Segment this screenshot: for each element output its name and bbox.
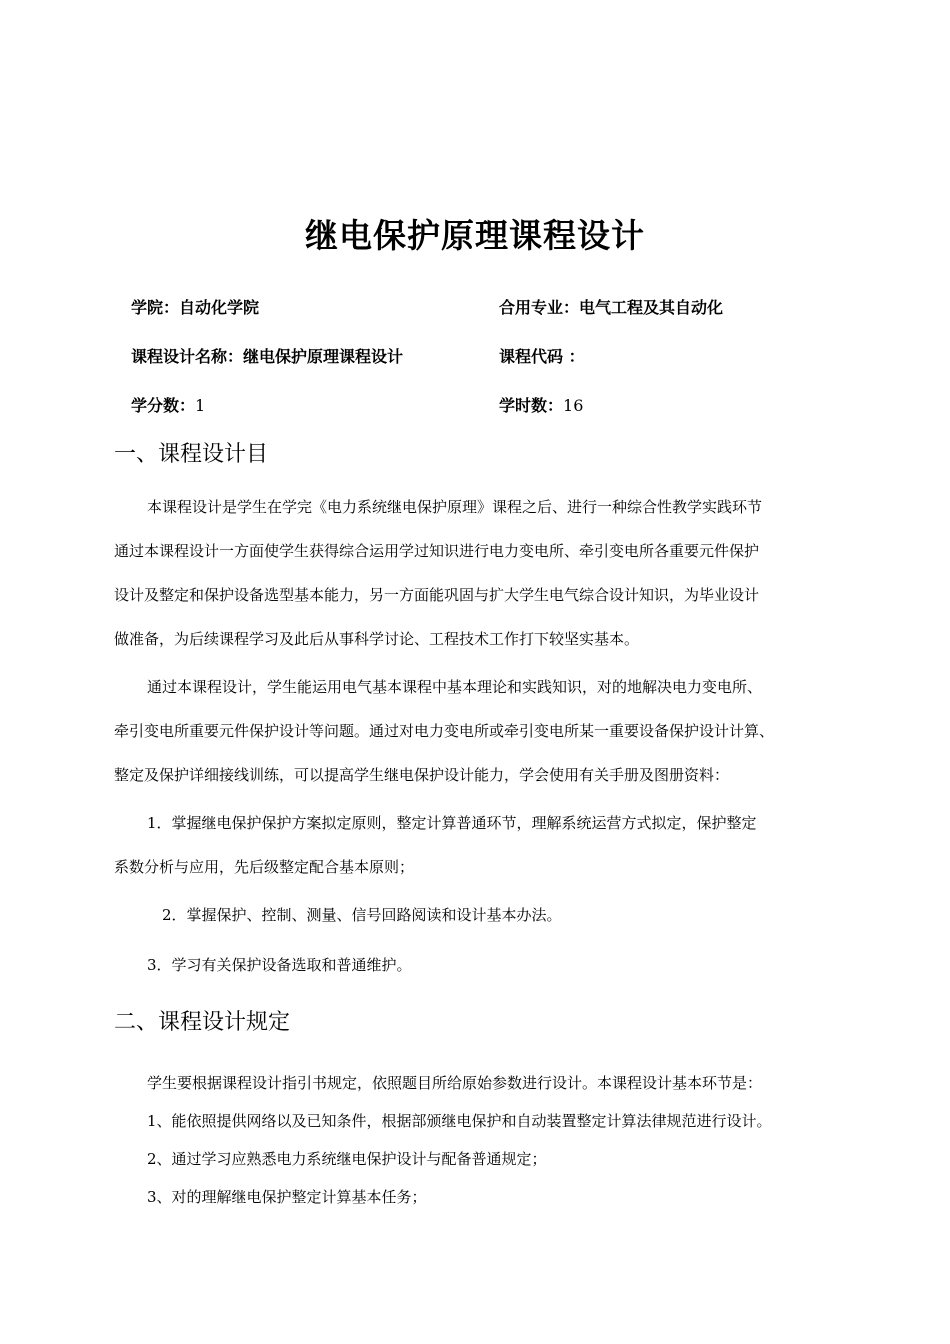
- major-value: 电气工程及其自动化: [579, 298, 724, 317]
- major-field: [499, 296, 723, 320]
- document-title: 继电保护原理课程设计: [305, 216, 645, 255]
- paragraph-line: 通过本课程设计一方面使学生获得综合运用学过知识进行电力变电所、牵引变电所各重要元件保护: [114, 542, 760, 560]
- list-item-1: 1．掌握继电保护保护方案拟定原则，整定计算普通环节，理解系统运营方式拟定，保护整定: [147, 814, 757, 832]
- paragraph-line: 做准备，为后续课程学习及此后从事科学讨论、工程技术工作打下较坚实基本。: [114, 630, 640, 648]
- credits-label: 学分数：: [131, 396, 196, 415]
- course-name-label: 课程设计名称：: [131, 347, 244, 366]
- college-value: 自动化学院: [179, 298, 260, 317]
- major-label: 合用专业：: [499, 298, 580, 317]
- requirement-item: 1、能依照提供网络以及已知条件，根据部颁继电保护和自动装置整定计算法律规范进行设计。: [147, 1112, 772, 1130]
- requirement-item: 3、对的理解继电保护整定计算基本任务；: [147, 1188, 427, 1206]
- section-heading-requirements: 二、课程设计规定: [114, 1010, 291, 1035]
- course-code-field: [499, 345, 585, 369]
- college-field: [131, 296, 259, 320]
- course-name-value: 继电保护原理课程设计: [243, 347, 404, 366]
- list-item-1-continued: 系数分析与应用，先后级整定配合基本原则；: [114, 858, 415, 876]
- hours-label: 学时数：: [499, 396, 564, 415]
- paragraph-line: 通过本课程设计，学生能运用电气基本课程中基本理论和实践知识，对的地解决电力变电所、: [147, 678, 763, 696]
- paragraph-line: 本课程设计是学生在学完《电力系统继电保护原理》课程之后、进行一种综合性教学实践环节: [147, 498, 763, 516]
- meta-row-credits: [0, 394, 950, 418]
- requirement-item: 2、通过学习应熟悉电力系统继电保护设计与配备普通规定；: [147, 1150, 547, 1168]
- paragraph-line: 学生要根据课程设计指引书规定，依照题目所给原始参数进行设计。本课程设计基本环节是：: [147, 1074, 763, 1092]
- meta-row-college: [0, 296, 950, 320]
- paragraph-line: 整定及保护详细接线训练，可以提高学生继电保护设计能力，学会使用有关手册及图册资料：: [114, 766, 730, 784]
- hours-field: [499, 394, 583, 418]
- credits-field: [131, 394, 205, 418]
- hours-value: 16: [563, 396, 584, 415]
- list-item-2: 2．掌握保护、控制、测量、信号回路阅读和设计基本办法。: [162, 906, 562, 924]
- paragraph-line: 设计及整定和保护设备选型基本能力，另一方面能巩固与扩大学生电气综合设计知识，为毕业设计: [114, 586, 760, 604]
- course-name-field: [131, 345, 403, 369]
- credits-value: 1: [195, 396, 206, 415]
- meta-row-course: [0, 345, 950, 369]
- college-label: 学院：: [131, 298, 180, 317]
- list-item-3: 3．学习有关保护设备选取和普通维护。: [147, 956, 412, 974]
- paragraph-line: 牵引变电所重要元件保护设计等问题。通过对电力变电所或牵引变电所某一重要设备保护设计计算、: [114, 722, 775, 740]
- course-code-label: 课程代码 ：: [499, 347, 585, 366]
- section-heading-objectives: 一、课程设计目: [114, 442, 269, 467]
